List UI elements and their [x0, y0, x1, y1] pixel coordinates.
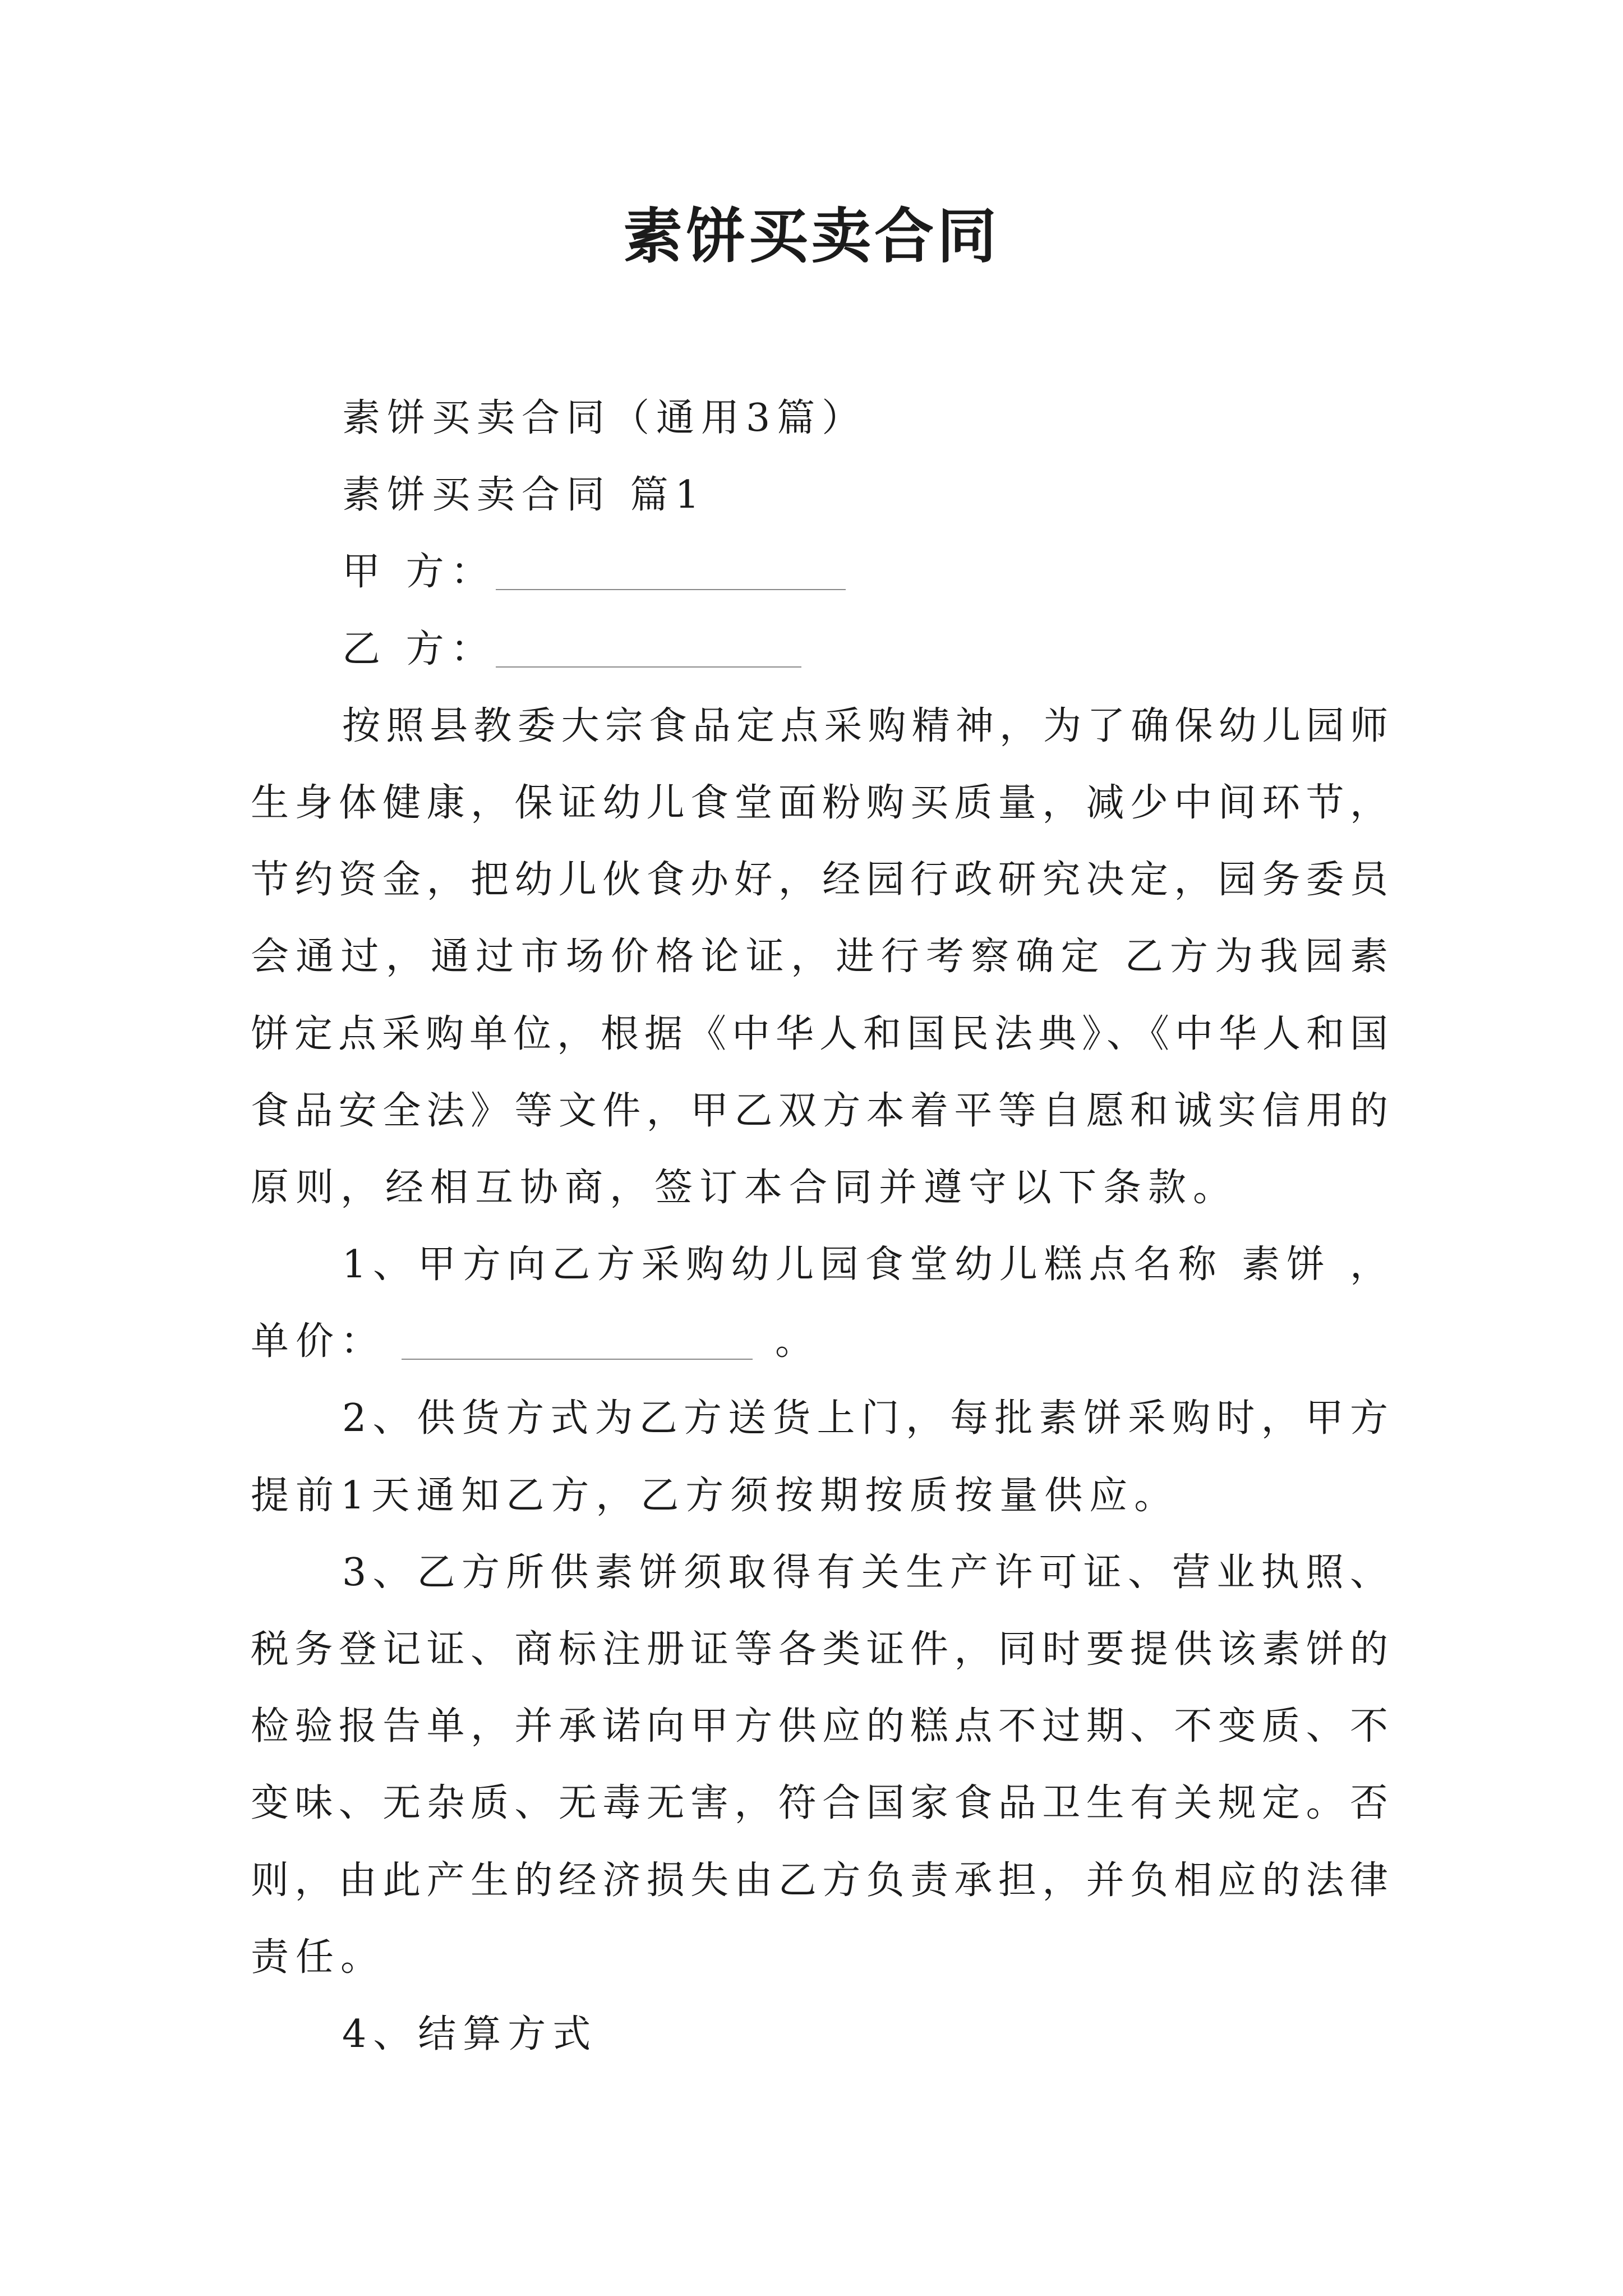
paragraph-line: 1、甲方向乙方采购幼儿园食堂幼儿糕点名称 素饼 ，: [342, 1243, 1388, 1287]
party-b-blank: [496, 666, 801, 668]
paragraph-line: 生身体健康，保证幼儿食堂面粉购买质量，减少中间环节，: [251, 780, 1388, 825]
unit-price-blank: [402, 1359, 753, 1360]
section-heading: 素饼买卖合同 篇1: [342, 473, 706, 518]
paragraph-line: 责任。: [251, 1935, 386, 1980]
paragraph-line: 3、乙方所供素饼须取得有关生产许可证、营业执照、: [342, 1550, 1388, 1595]
paragraph-line: 食品安全法》等文件，甲乙双方本着平等自愿和诚实信用的: [251, 1088, 1388, 1133]
paragraph-line: 按照县教委大宗食品定点采购精神，为了确保幼儿园师: [342, 703, 1388, 748]
preamble-paragraph: [251, 688, 1388, 1226]
paragraph-line: 检验报告单，并承诺向甲方供应的糕点不过期、不变质、不: [251, 1704, 1388, 1749]
unit-price-label: 单价：: [251, 1319, 386, 1364]
paragraph-line: 税务登记证、商标注册证等各类证件，同时要提供该素饼的: [251, 1627, 1388, 1672]
paragraph-line: 4、结算方式: [342, 2012, 598, 2056]
paragraph-line: 节约资金，把幼儿伙食办好，经园行政研究决定，园务委员: [251, 858, 1388, 903]
party-b-label: 乙 方：: [342, 627, 496, 671]
clause-3: [251, 1534, 1388, 1996]
clause-2: [251, 1380, 1388, 1534]
unit-price-line: [251, 1303, 1388, 1380]
paragraph-line: 变味、无杂质、无毒无害，符合国家食品卫生有关规定。否: [251, 1781, 1388, 1826]
party-a-label: 甲 方：: [342, 550, 496, 595]
document-subtitle: 素饼买卖合同（通用3篇）: [342, 396, 867, 440]
party-b-line: [251, 611, 1388, 688]
paragraph-line: 会通过，通过市场价格论证，进行考察确定 乙方为我园素: [251, 935, 1388, 979]
document-body: [251, 380, 1388, 2073]
party-a-line: [251, 533, 1388, 610]
unit-price-end: 。: [775, 1319, 820, 1364]
document-title: 素饼买卖合同: [623, 201, 1000, 271]
paragraph-line: 原则，经相互协商，签订本合同并遵守以下条款。: [251, 1165, 1238, 1210]
party-a-blank: [496, 589, 846, 590]
paragraph-line: 饼定点采购单位，根据《中华人和国民法典》、《中华人和国: [251, 1011, 1388, 1056]
paragraph-line: 提前1天通知乙方，乙方须按期按质按量供应。: [251, 1473, 1179, 1518]
clause-4: [251, 1996, 1388, 2073]
paragraph-line: 2、供货方式为乙方送货上门，每批素饼采购时，甲方: [342, 1396, 1388, 1441]
paragraph-line: 则，由此产生的经济损失由乙方负责承担，并负相应的法律: [251, 1858, 1388, 1903]
clause-1: [251, 1226, 1388, 1380]
